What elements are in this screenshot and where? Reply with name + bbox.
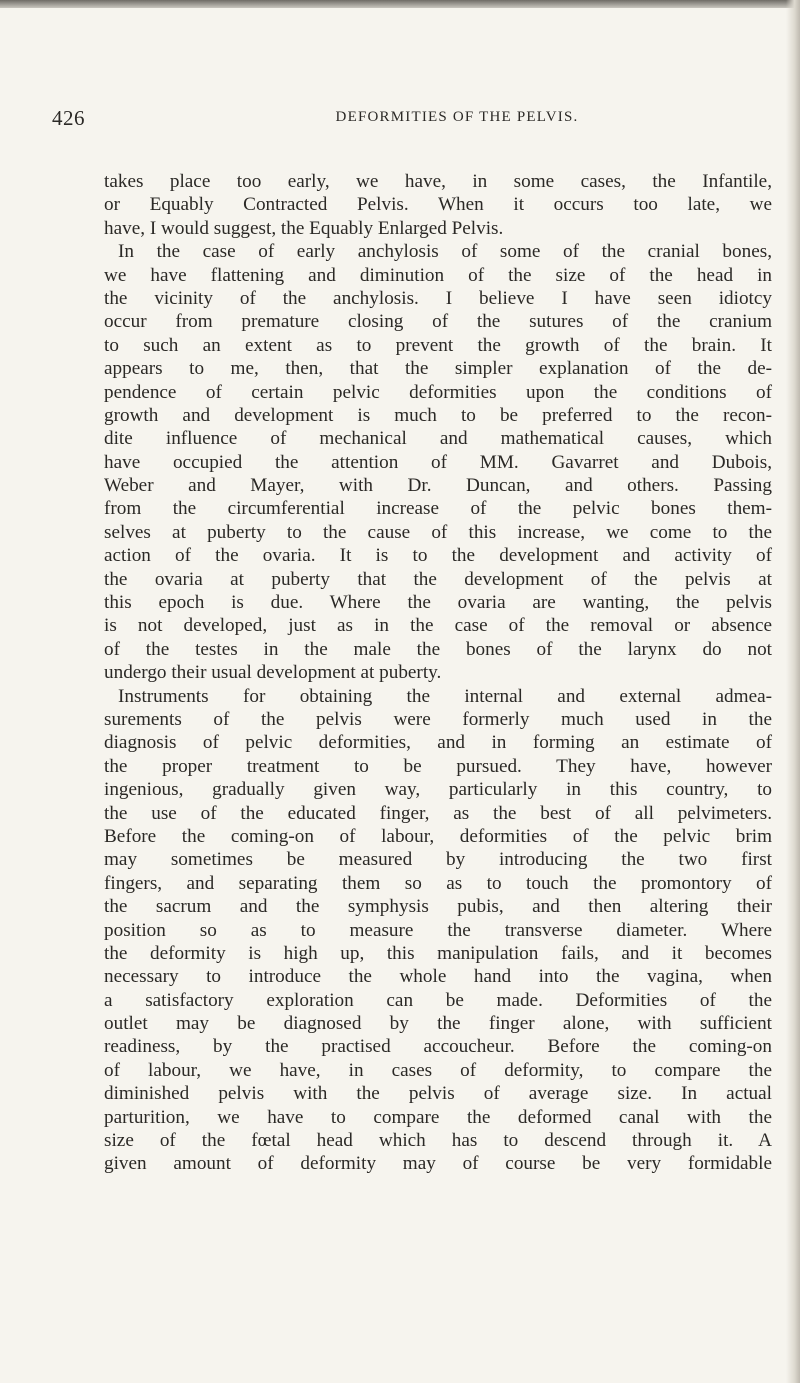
text-line: occur from premature closing of the sutures of the cranium — [104, 311, 772, 333]
text-line: diagnosis of pelvic deformities, and in forming an estimate of — [104, 732, 772, 754]
text-line: diminished pelvis with the pelvis of average size. In actual — [104, 1083, 772, 1105]
text-line: from the circumferential increase of the pelvic bones them- — [104, 498, 772, 520]
text-line: position so as to measure the transverse diameter. Where — [104, 919, 772, 941]
text-line: undergo their usual development at puberty. — [104, 662, 442, 684]
text-line: we have flattening and diminution of the size of the head in — [104, 264, 772, 286]
text-line: necessary to introduce the whole hand into the vagina, when — [104, 966, 772, 988]
text-line: given amount of deformity may of course be very formidable — [104, 1153, 772, 1175]
text-line: dite influence of mechanical and mathematical causes, which — [104, 428, 772, 450]
text-line: of labour, we have, in cases of deformity, to compare the — [104, 1059, 772, 1081]
text-line: readiness, by the practised accoucheur. Before the coming-on — [104, 1036, 772, 1058]
running-head: DEFORMITIES OF THE PELVIS. — [335, 109, 579, 125]
text-line: to such an extent as to prevent the growth of the brain. It — [104, 334, 772, 356]
text-line: may sometimes be measured by introducing the two first — [104, 849, 772, 871]
text-line: the sacrum and the symphysis pubis, and then altering their — [104, 896, 772, 918]
text-line: Before the coming-on of labour, deformities of the pelvic brim — [104, 825, 772, 847]
text-line: the vicinity of the anchylosis. I believe I have seen idiotcy — [104, 287, 772, 309]
body-text — [104, 170, 772, 1176]
text-line: action of the ovaria. It is to the development and activity of — [104, 545, 772, 567]
text-line: takes place too early, we have, in some cases, the Infantile, — [104, 171, 772, 192]
text-line: outlet may be diagnosed by the finger alone, with sufficient — [104, 1013, 772, 1035]
text-line: the use of the educated finger, as the best of all pelvimeters. — [104, 802, 772, 824]
text-line: fingers, and separating them so as to touch the promontory of — [104, 872, 772, 894]
text-line: pendence of certain pelvic deformities upon the conditions of — [104, 381, 772, 403]
text-line: have occupied the attention of MM. Gavarret and Dubois, — [104, 451, 772, 473]
page-header — [52, 106, 752, 136]
text-line: this epoch is due. Where the ovaria are wanting, the pelvis — [104, 592, 772, 614]
text-line: ingenious, gradually given way, particularly in this country, to — [104, 779, 772, 801]
text-line: a satisfactory exploration can be made. Deformities of the — [104, 989, 772, 1011]
page-number: 426 — [52, 106, 85, 130]
text-line: the ovaria at puberty that the development of the pelvis at — [104, 568, 772, 590]
text-line: the proper treatment to be pursued. They have, however — [104, 755, 772, 777]
text-line: size of the fœtal head which has to descend through it. A — [104, 1130, 772, 1152]
text-line: have, I would suggest, the Equably Enlarged Pelvis. — [104, 217, 504, 239]
text-line: appears to me, then, that the simpler explanation of the de- — [104, 358, 772, 380]
text-line: growth and development is much to be preferred to the recon- — [104, 404, 772, 426]
text-line: selves at puberty to the cause of this increase, we come to the — [104, 521, 772, 543]
text-line: Weber and Mayer, with Dr. Duncan, and others. Passing — [104, 475, 772, 497]
text-line: parturition, we have to compare the deformed canal with the — [104, 1106, 772, 1128]
text-line: is not developed, just as in the case of the removal or absence — [104, 615, 772, 637]
text-line: of the testes in the male the bones of the larynx do not — [104, 638, 772, 660]
text-line: In the case of early anchylosis of some of the cranial bones, — [118, 241, 772, 263]
text-line: or Equably Contracted Pelvis. When it occurs too late, we — [104, 194, 772, 216]
text-line: surements of the pelvis were formerly much used in the — [104, 708, 772, 730]
text-line: Instruments for obtaining the internal and external admea- — [118, 685, 772, 707]
text-line: the deformity is high up, this manipulation fails, and it becomes — [104, 942, 772, 964]
